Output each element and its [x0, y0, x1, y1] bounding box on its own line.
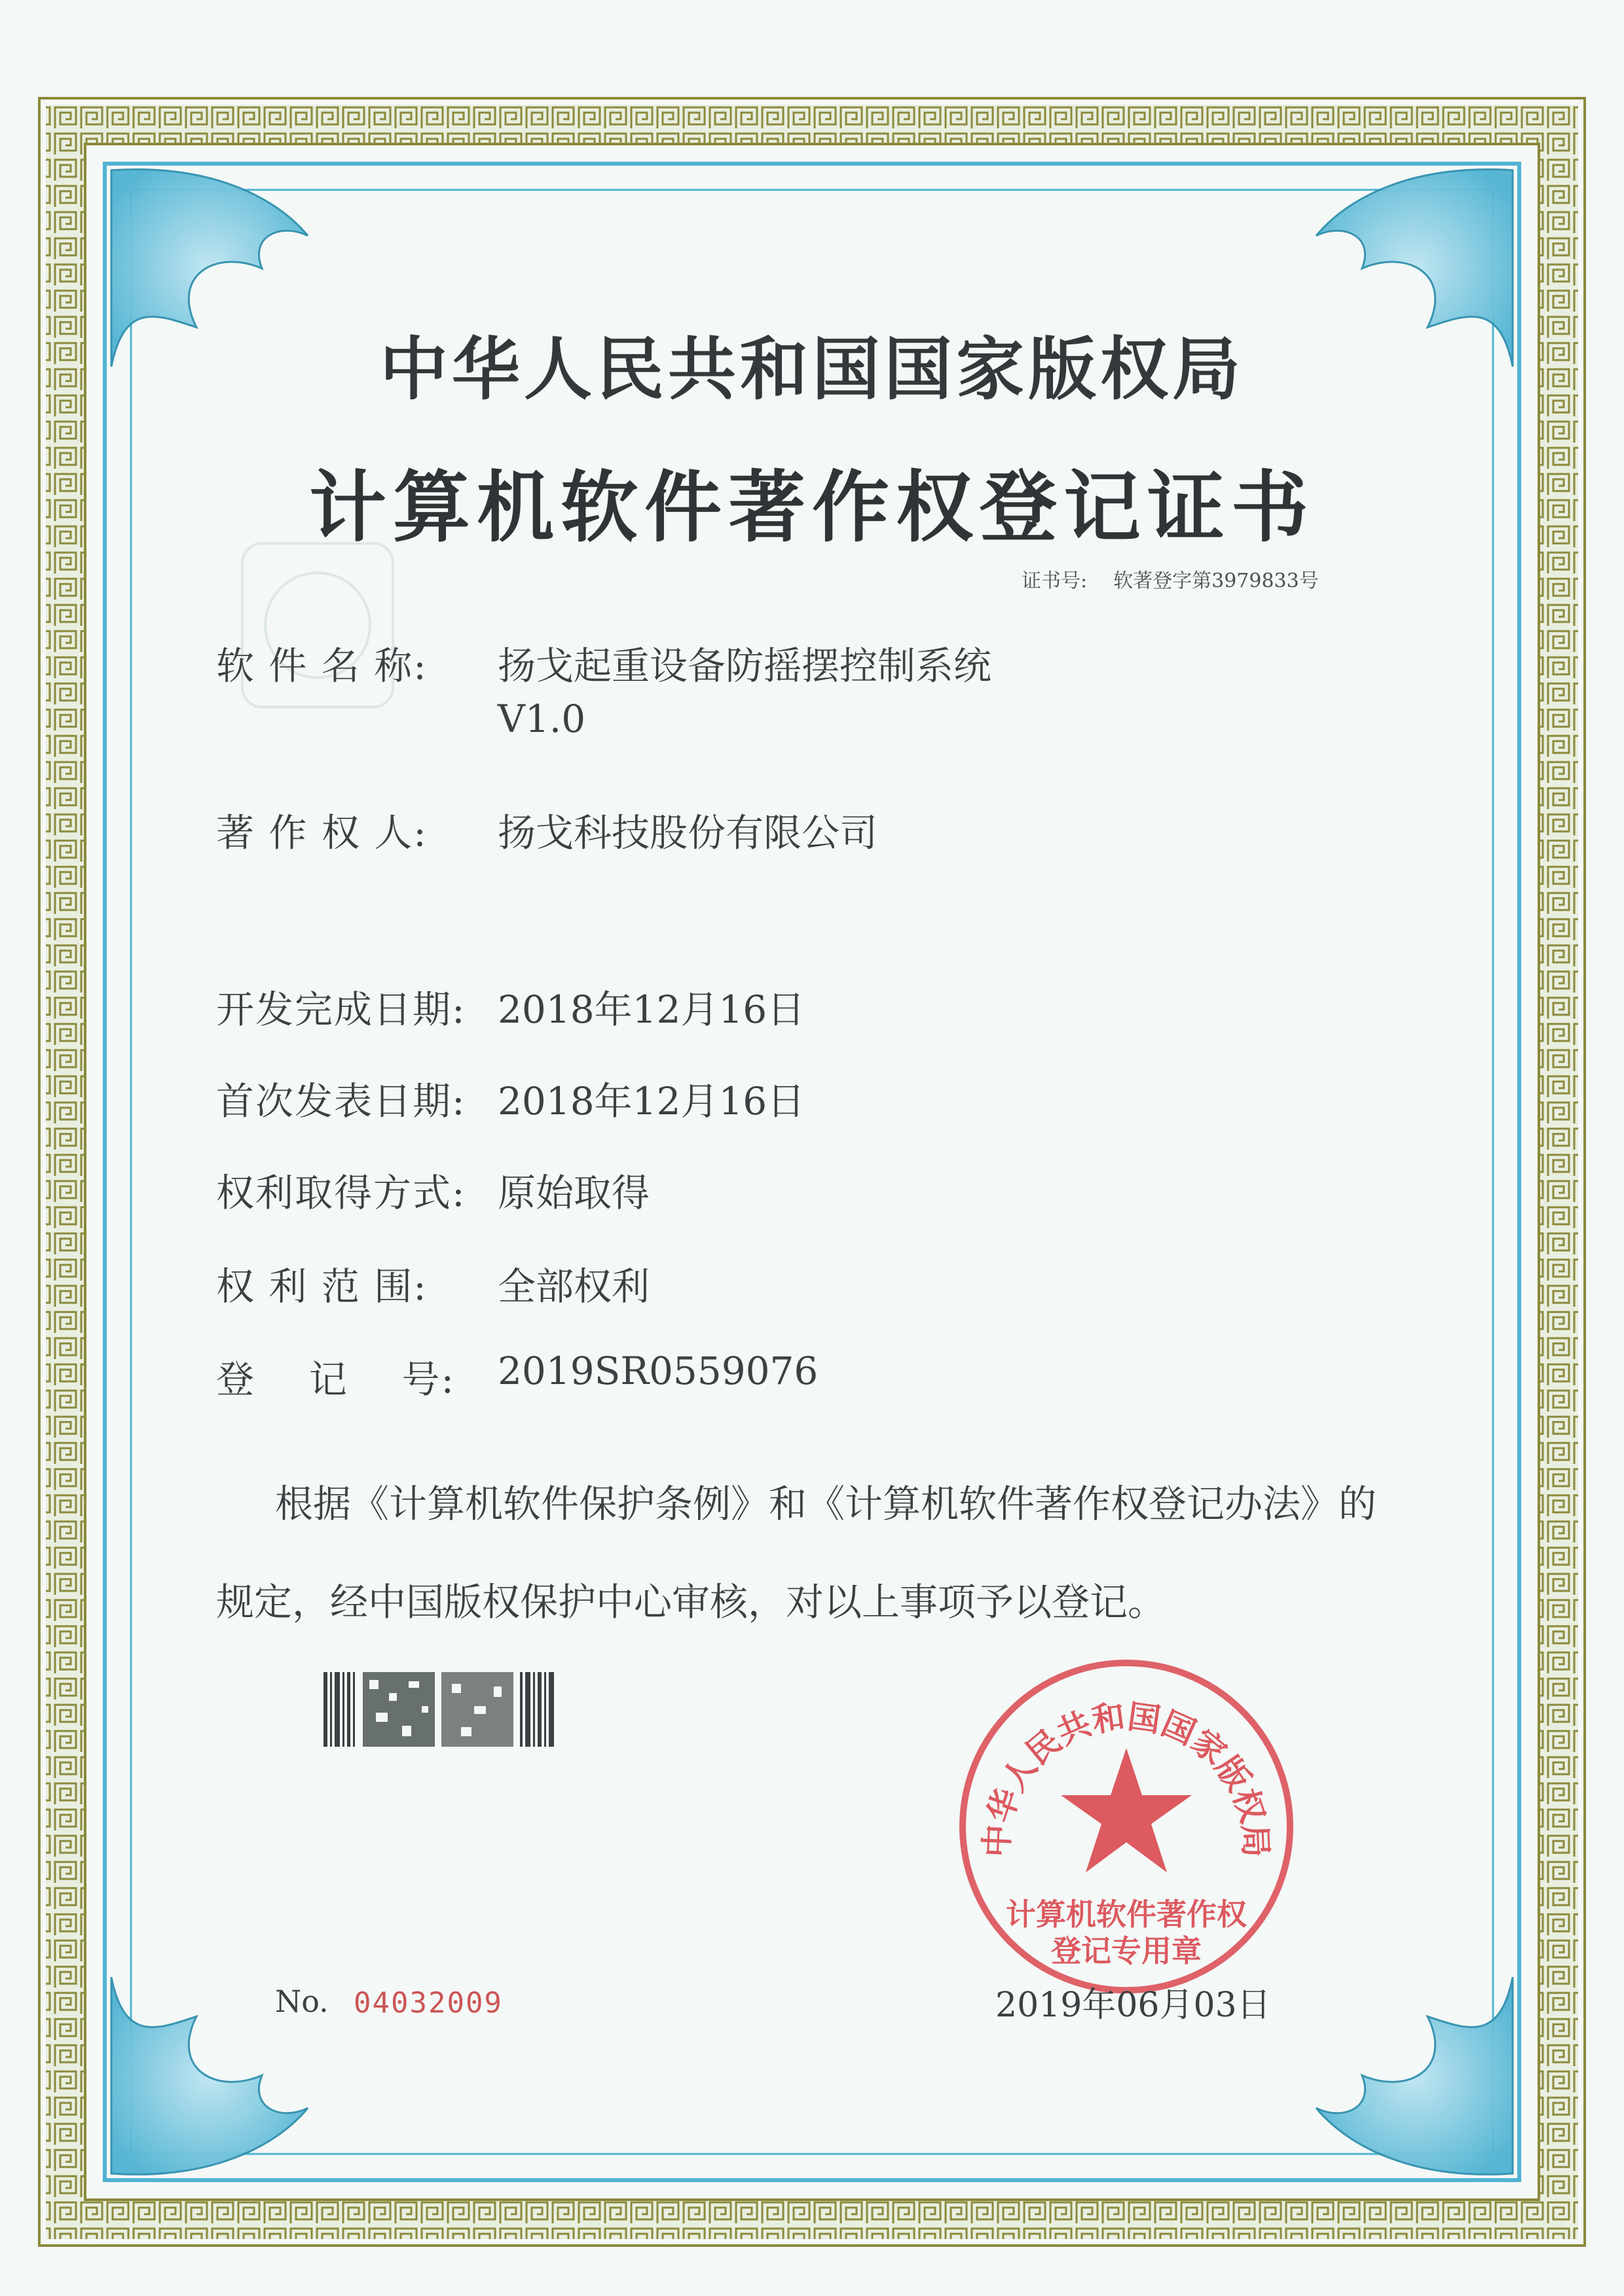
certificate-title: 计算机软件著作权登记证书	[308, 462, 1315, 553]
field-scope	[216, 1256, 650, 1311]
pub-date-label: 首次发表日期:	[216, 1079, 466, 1123]
serial-label: No.	[275, 1984, 329, 2019]
owner-value: 扬戈科技股份有限公司	[498, 811, 878, 855]
software-name-label: 软 件 名 称:	[216, 644, 428, 688]
field-pub-date	[216, 1070, 805, 1125]
software-version: V1.0	[498, 697, 586, 741]
seal-line-1: 计算机软件著作权	[1006, 1897, 1247, 1932]
seal-line-2: 登记专用章	[1051, 1933, 1202, 1969]
owner-label: 著 作 权 人:	[216, 811, 428, 855]
field-owner	[216, 802, 877, 857]
software-name-value: 扬戈起重设备防摇摆控制系统	[498, 644, 992, 688]
serial-number: 04032009	[354, 1986, 503, 2020]
scope-value: 全部权利	[498, 1264, 650, 1309]
acquisition-value: 原始取得	[498, 1171, 650, 1215]
pub-date-value: 2018年12月16日	[498, 1079, 805, 1123]
certificate-number	[1022, 564, 1319, 593]
statement-line-2: 规定，经中国版权保护中心审核，对以上事项予以登记。	[216, 1580, 1166, 1624]
field-dev-date	[216, 979, 805, 1034]
dev-date-value: 2018年12月16日	[498, 987, 805, 1032]
seal-arc-text: 中华人民共和国国家版权局	[978, 1697, 1275, 1858]
statement-line-1: 根据《计算机软件保护条例》和《计算机软件著作权登记办法》的	[275, 1482, 1377, 1526]
certificate-number-value: 软著登字第3979833号	[1113, 570, 1319, 592]
qr-barcode	[323, 1667, 559, 1752]
scope-label: 权 利 范 围:	[216, 1264, 428, 1309]
registration-number-value: 2019SR0559076	[498, 1349, 819, 1393]
official-seal	[950, 1650, 1303, 2003]
acquisition-label: 权利取得方式:	[216, 1171, 466, 1215]
field-software-name	[216, 635, 991, 741]
issue-date: 2019年06月03日	[995, 1986, 1271, 2025]
field-acquisition	[216, 1162, 650, 1217]
field-registration-number	[216, 1349, 818, 1404]
dev-date-label: 开发完成日期:	[216, 987, 466, 1032]
certificate-number-label: 证书号:	[1022, 570, 1088, 592]
registration-number-label: 登 记 号:	[216, 1357, 456, 1402]
issuing-authority: 中华人民共和国国家版权局	[379, 329, 1244, 409]
